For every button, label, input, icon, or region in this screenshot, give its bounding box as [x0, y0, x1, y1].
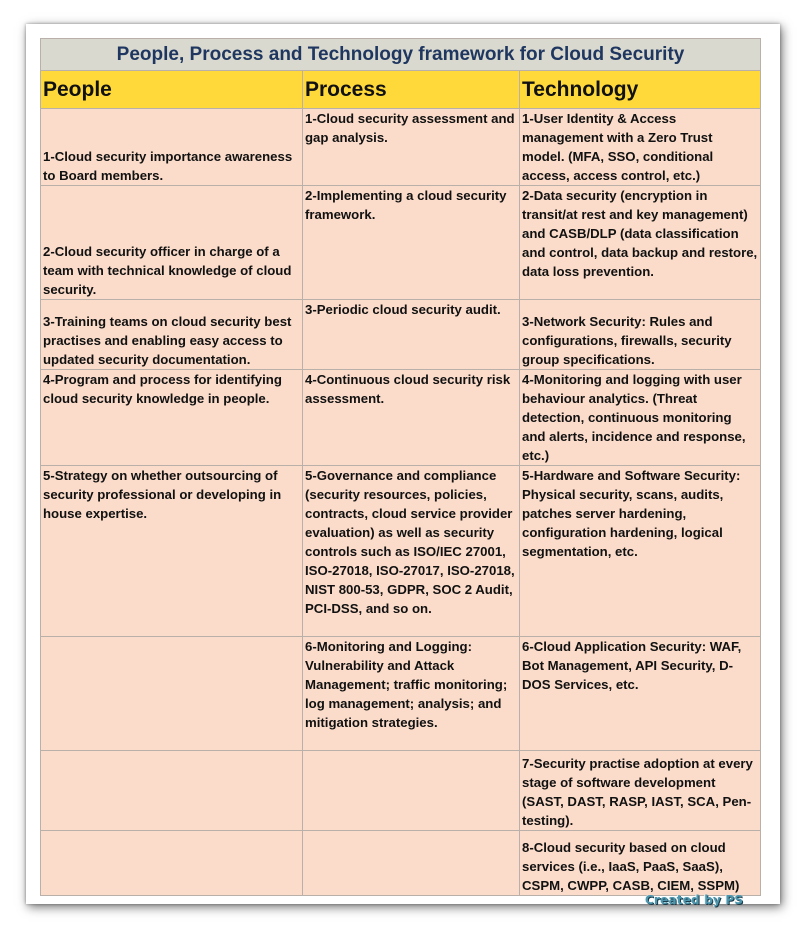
process-cell: 4-Continuous cloud security risk assessment.: [303, 370, 520, 466]
table-row: [41, 186, 761, 300]
watermark: Created by PS: [645, 893, 744, 907]
technology-cell: 8-Cloud security based on cloud services (i.e., IaaS, PaaS, SaaS), CSPM, CWPP, CASB, CIEM, SSPM): [520, 831, 761, 896]
people-cell: [41, 751, 303, 831]
technology-cell: 3-Network Security: Rules and configurations, firewalls, security group specifications.: [520, 300, 761, 370]
technology-cell: 6-Cloud Application Security: WAF, Bot Management, API Security, D-DOS Services, etc.: [520, 637, 761, 751]
table-title: People, Process and Technology framework for Cloud Security: [41, 39, 761, 71]
process-cell: [303, 831, 520, 896]
table-row: [41, 751, 761, 831]
technology-cell: 1-User Identity & Access management with a Zero Trust model. (MFA, SSO, conditional access, access control, etc.): [520, 109, 761, 186]
people-cell: [41, 637, 303, 751]
people-cell: 1-Cloud security importance awareness to Board members.: [41, 109, 303, 186]
table-row: [41, 831, 761, 896]
process-cell: 6-Monitoring and Logging: Vulnerability and Attack Management; traffic monitoring; log management; analysis; and mitigation strategies.: [303, 637, 520, 751]
header-technology: Technology: [520, 71, 761, 109]
process-cell: 1-Cloud security assessment and gap analysis.: [303, 109, 520, 186]
table-row: [41, 300, 761, 370]
header-people: People: [41, 71, 303, 109]
process-cell: 5-Governance and compliance (security resources, policies, contracts, cloud service provider evaluation) as well as security controls such as ISO/IEC 27001, ISO-27018, ISO-27017, ISO-27018, NIST 800-53, GDPR, SOC 2 Audit, PCI-DSS, and so on.: [303, 466, 520, 637]
people-cell: 5-Strategy on whether outsourcing of security professional or developing in house expertise.: [41, 466, 303, 637]
header-row: [41, 71, 761, 109]
framework-table: [40, 38, 761, 896]
people-cell: 3-Training teams on cloud security best practises and enabling easy access to updated security documentation.: [41, 300, 303, 370]
table-row: [41, 466, 761, 637]
title-row: [41, 39, 761, 71]
people-cell: 2-Cloud security officer in charge of a team with technical knowledge of cloud security.: [41, 186, 303, 300]
process-cell: 2-Implementing a cloud security framework.: [303, 186, 520, 300]
technology-cell: 2-Data security (encryption in transit/at rest and key management) and CASB/DLP (data classification and control, data backup and restore, data loss prevention.: [520, 186, 761, 300]
process-cell: 3-Periodic cloud security audit.: [303, 300, 520, 370]
technology-cell: 4-Monitoring and logging with user behaviour analytics. (Threat detection, continuous monitoring and alerts, incidence and response, etc.): [520, 370, 761, 466]
table-row: [41, 637, 761, 751]
table-row: [41, 370, 761, 466]
people-cell: 4-Program and process for identifying cloud security knowledge in people.: [41, 370, 303, 466]
technology-cell: 5-Hardware and Software Security: Physical security, scans, audits, patches server hardening, configuration hardening, logical segmentation, etc.: [520, 466, 761, 637]
process-cell: [303, 751, 520, 831]
people-cell: [41, 831, 303, 896]
technology-cell: 7-Security practise adoption at every stage of software development (SAST, DAST, RASP, IAST, SCA, Pen-testing).: [520, 751, 761, 831]
table-row: [41, 109, 761, 186]
header-process: Process: [303, 71, 520, 109]
